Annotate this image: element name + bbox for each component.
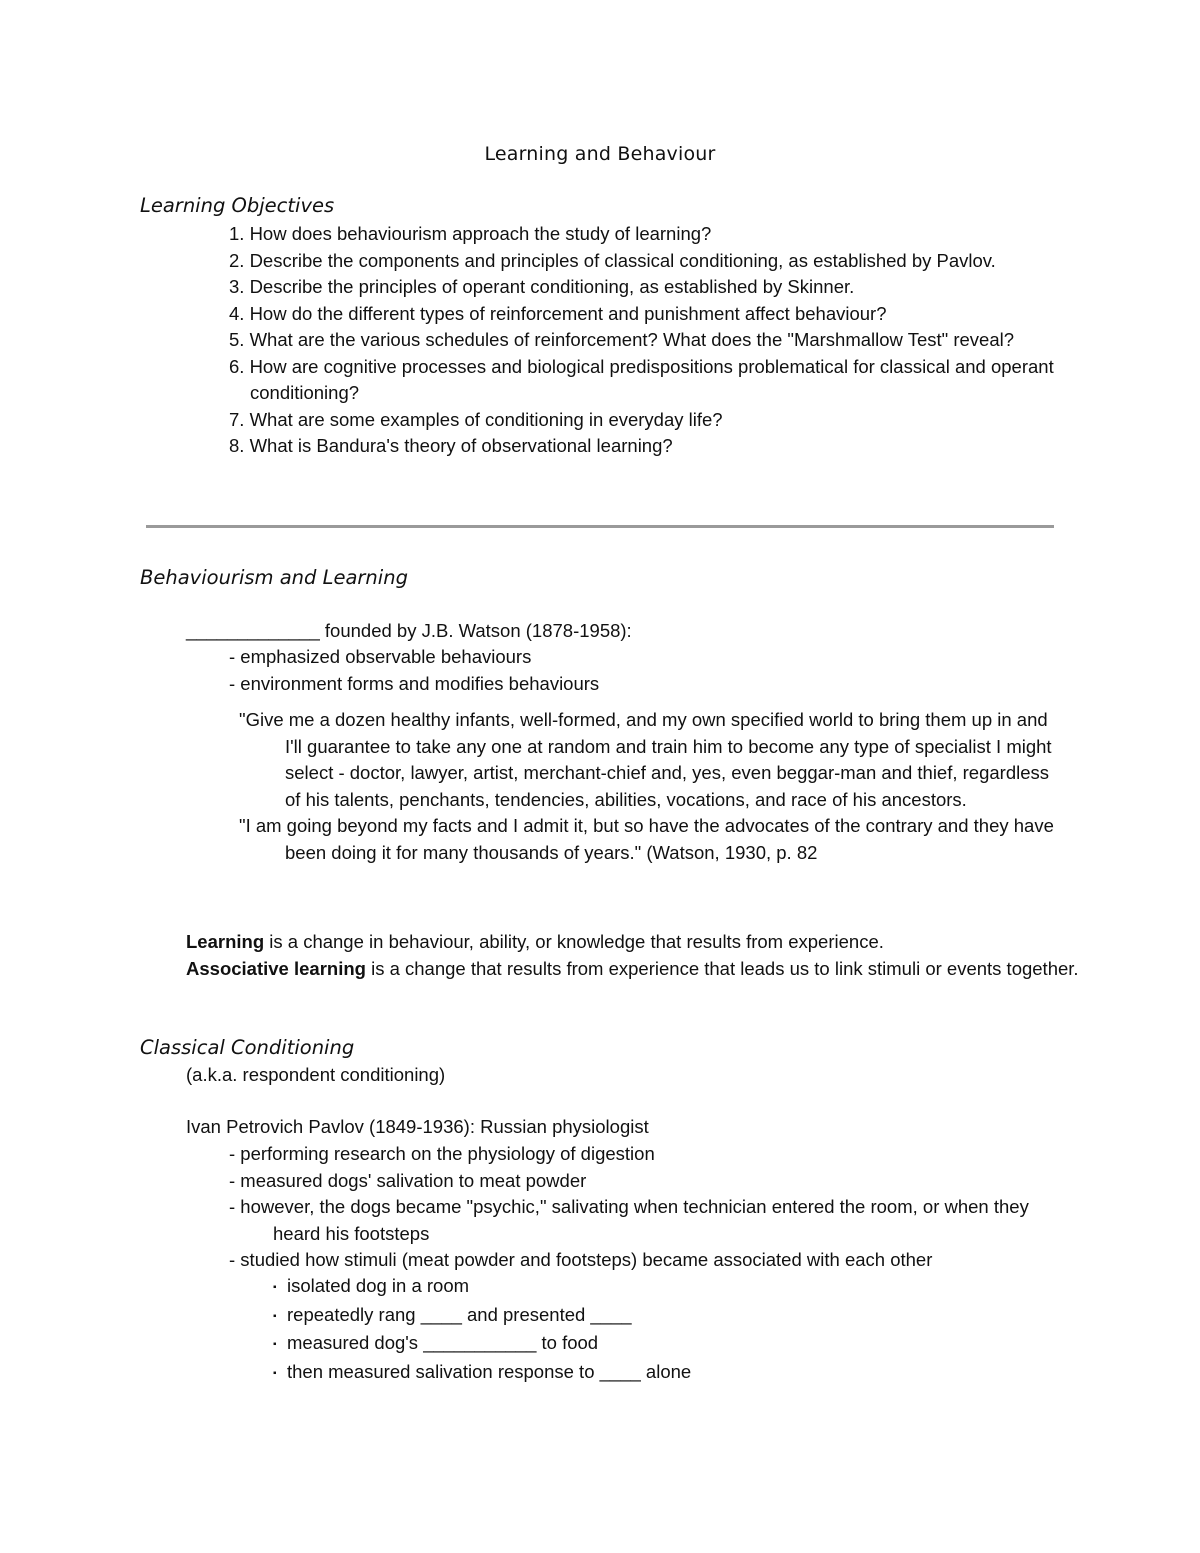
classical-heading: Classical Conditioning [140, 1036, 355, 1059]
list-item: ▪ measured dog's ___________ to food [273, 1330, 1053, 1359]
pavlov-points [229, 1141, 1049, 1274]
horizontal-divider [146, 525, 1054, 528]
list-item: ▪ then measured salivation response to ____ alone [273, 1359, 1053, 1388]
objective-item: 7. What are some examples of conditioning in everyday life? [229, 408, 723, 430]
quote-item: "Give me a dozen healthy infants, well-formed, and my own specified world to bring them up in and I'll guarantee to take any one at random and train him to become any type of specialist I might select - doctor, lawyer, artist, merchant-chief and, yes, even beggar-man and thief, regardless of his talents, penchants, tendencies, abilities, vocations, and race of his ancestors. [239, 709, 1052, 810]
objective-item: 6. How are cognitive processes and biological predispositions problematical for classical and operant conditioning? [229, 355, 1054, 403]
definition-text: is a change that results from experience that leads us to link stimuli or events together. [365, 958, 1079, 979]
objective-item: 2. Describe the components and principles of classical conditioning, as established by Pavlov. [229, 249, 996, 271]
square-bullet-icon: ▪ [273, 1367, 277, 1379]
behaviourism-points [229, 644, 1029, 697]
square-bullet-icon: ▪ [273, 1282, 277, 1293]
pavlov-line: Ivan Petrovich Pavlov (1849-1936): Russian physiologist [186, 1116, 649, 1137]
objective-item: 1. How does behaviourism approach the study of learning? [229, 223, 712, 244]
objective-item: 4. How do the different types of reinforcement and punishment affect behaviour? [229, 302, 887, 324]
list-item: ▪ repeatedly rang ____ and presented ____ [273, 1302, 1053, 1331]
quote-item: "I am going beyond my facts and I admit it, but so have the advocates of the contrary and they have been doing it for many thousands of years." (Watson, 1930, p. 82 [239, 815, 1054, 863]
objectives-list [229, 221, 1059, 460]
behaviourism-heading: Behaviourism and Learning [140, 566, 408, 589]
document-title: Learning and Behaviour [484, 143, 716, 165]
definition-term: Learning [186, 931, 265, 952]
objective-item: 8. What is Bandura's theory of observational learning? [229, 435, 673, 456]
list-item: - however, the dogs became "psychic," salivating when technician entered the room, or when they heard his footsteps [229, 1196, 1029, 1244]
list-item: - performing research on the physiology of digestion [229, 1143, 655, 1164]
list-item: - measured dogs' salivation to meat powder [229, 1169, 587, 1191]
list-item: ▪ isolated dog in a room [273, 1273, 1053, 1302]
watson-quotes [239, 707, 1059, 866]
list-item: - studied how stimuli (meat powder and footsteps) became associated with each other [229, 1249, 933, 1270]
founded-line: _____________ founded by J.B. Watson (1878-1958): [186, 620, 632, 641]
square-bullet-icon: ▪ [273, 1339, 277, 1350]
list-item: - emphasized observable behaviours [229, 646, 532, 667]
objective-item: 5. What are the various schedules of reinforcement? What does the "Marshmallow Test" reveal? [229, 329, 1015, 350]
list-item: - environment forms and modifies behaviours [229, 672, 600, 694]
aka-line: (a.k.a. respondent conditioning) [186, 1064, 446, 1085]
square-bullet-icon: ▪ [273, 1310, 277, 1322]
definition-associative-learning [186, 956, 1110, 983]
definition-learning [186, 929, 1110, 956]
experiment-steps [273, 1273, 1053, 1387]
objective-item: 3. Describe the principles of operant conditioning, as established by Skinner. [229, 276, 855, 297]
definition-term: Associative learning [186, 958, 366, 979]
objectives-heading: Learning Objectives [140, 194, 335, 217]
definition-text: is a change in behaviour, ability, or knowledge that results from experience. [264, 931, 884, 952]
